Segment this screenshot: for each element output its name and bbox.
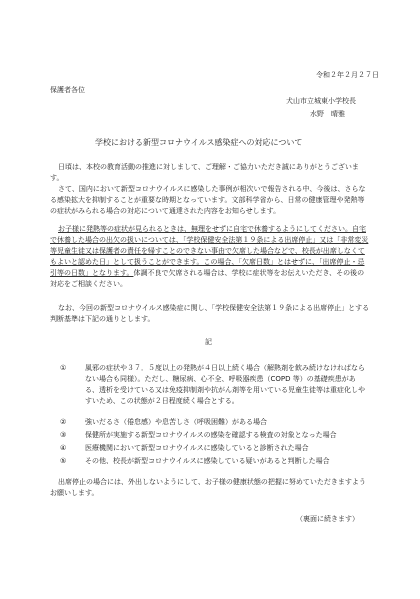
home-rest-plain-text: 体調不良で欠席される場合は、学校に症状等をお伝えいただき、その後の対応をご相談ください。	[50, 269, 365, 288]
list-item-text: 風邪の症状や３７．５度以上の発熱が４日以上続く場合（解熱剤を飲み続けなければならない場合も同様）。ただし、糖尿病、心不全、呼吸器疾患（COPD 等）の基礎疾患がある、透析を受けている又は免疫抑制剤や抗がん剤等を用いている児童生徒等は重症化しやすいため、この状態が２日程度続く場合とする。	[85, 364, 365, 405]
greeting-paragraph: 日頃は、本校の教育活動の推進に対しまして、ご理解・ご協力いただき誠にありがとうございます。	[50, 163, 359, 182]
list-item-number: ①	[60, 364, 67, 372]
principal-name: 水野 晴雅	[310, 110, 345, 118]
document-date: 令和２年２月２７日	[316, 71, 379, 79]
ki-heading: 記	[205, 338, 212, 346]
document-title: 学校における新型コロナウイルス感染症への対応について	[95, 138, 303, 147]
criteria-paragraph: なお、今回の新型コロナウイルス感染症に関し、「学校保健安全法第１９条による出席停止」とする判断基準は下記の通りとします。	[50, 304, 370, 323]
list-item-text: 医療機関において新型コロナウイルスに感染していると診断された場合	[85, 444, 309, 452]
continued-note: （裏面に続きます）	[296, 515, 359, 523]
intro-paragraph: さて、国内において新型コロナウイルスに感染した事例が相次いで報告される中、今後は、さらなる感染拡大を抑制することが重要な時期となっています。文部科学省から、日常の健康管理や発熱等の症状がみられる場合の対応について通達された内容をお知らせします。	[50, 185, 366, 215]
recipient: 保護者各位	[50, 86, 85, 94]
list-item-text: その他、校長が新型コロナウイルスに感染している疑いがあると判断した場合	[85, 457, 330, 465]
closing-paragraph: 出席停止の場合には、外出しないようにして、お子様の健康状態の把握に努めていただきますようお願いします。	[50, 478, 366, 497]
home-rest-paragraph	[50, 224, 370, 290]
list-item-number: ③	[60, 431, 67, 439]
list-item-number: ⑤	[60, 457, 67, 465]
list-item-text: 強いだるさ（倦怠感）や息苦しさ（呼吸困難）がある場合	[85, 418, 267, 426]
list-item-text: 保健所が実施する新型コロナウイルスの感染を確認する検査の対象となった場合	[85, 431, 337, 439]
list-item-number: ②	[60, 418, 67, 426]
list-item-number: ④	[60, 444, 67, 452]
school-name: 犬山市立城東小学校長	[286, 97, 356, 105]
home-rest-underlined-text: お子様に発熱等の症状が見られるときは、無理をせずに自宅で休養するようにしてください。自宅で休養した場合の出欠の扱いについては、「学校保健安全法第１９条による出席停止」又は「非常変災等児童生徒又は保護者の責任を帰すことのできない事由で欠席した場合などで、校長が出席しなくてもよいと認めた日」として扱うことができます。この場合、「欠席日数」とはせずに、「出席停止・忌引等の日数」となります。	[50, 225, 369, 277]
